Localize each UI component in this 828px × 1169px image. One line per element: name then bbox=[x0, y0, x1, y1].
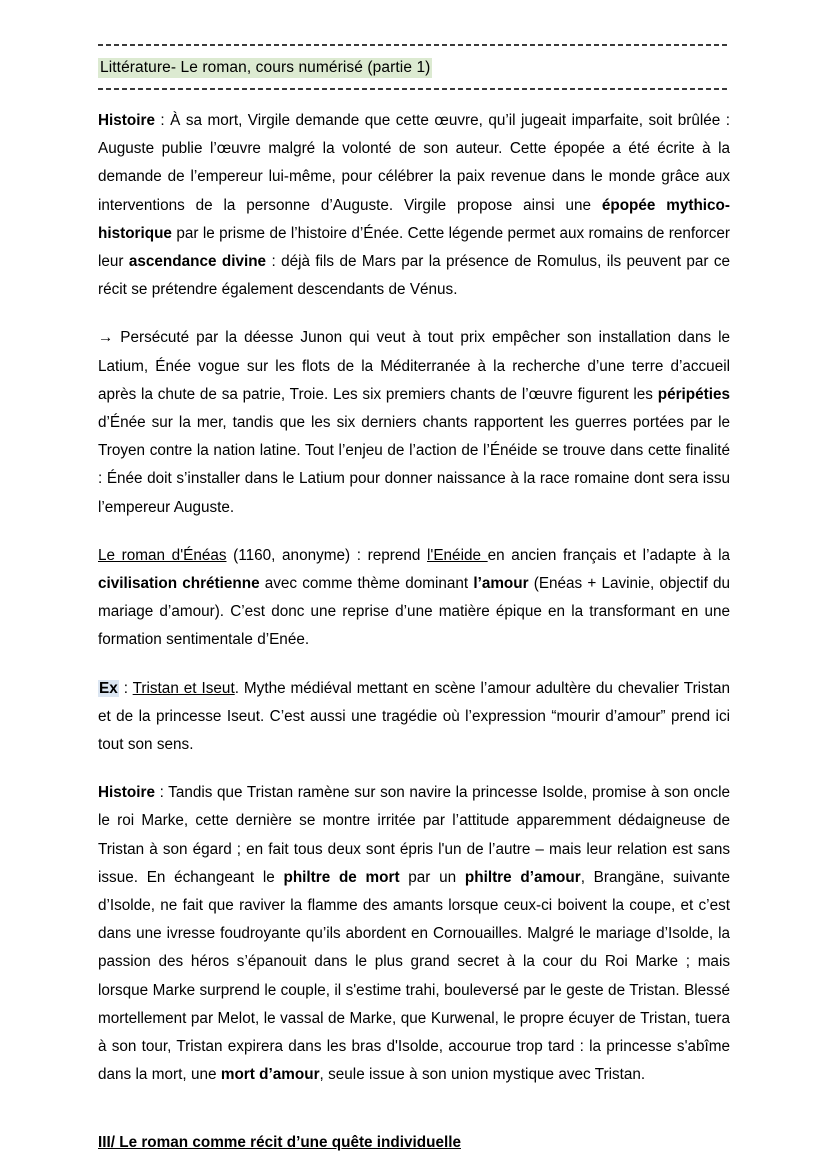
run-text: → Persécuté par la déesse Junon qui veut à tout prix empêcher son installation dans le Latium, Énée vogue sur les flots de la Méditerranée à la recherche d’une terre d’accueil après la chute de sa patrie, Troie. Les six premiers chants de l’œuvre figurent les bbox=[98, 329, 730, 403]
run-bold-histoire: Histoire bbox=[98, 784, 155, 802]
run-bold-peripeties: péripéties bbox=[657, 385, 730, 403]
paragraph-persecute-junon bbox=[98, 324, 730, 521]
run-bold-histoire: Histoire bbox=[98, 112, 155, 129]
run-text: , seule issue à son union mystique avec Tristan. bbox=[319, 1066, 646, 1084]
page-title: Littérature- Le roman, cours numérisé (partie 1) bbox=[100, 59, 431, 76]
paragraph-histoire-virgile bbox=[98, 107, 730, 304]
run-bold-philtre-mort: philtre de mort bbox=[283, 868, 400, 886]
dashed-divider-top bbox=[98, 44, 730, 46]
run-text: : déjà fils de Mars par la présence de Romulus, ils peuvent par ce récit se prétendre également descendants de Vénus. bbox=[98, 253, 730, 299]
run-text: en ancien français et l’adapte à la bbox=[487, 546, 730, 564]
document-body bbox=[98, 44, 730, 1157]
run-text: : À sa mort, Virgile demande que cette œuvre, qu’il jugeait imparfaite, soit brûlée : Auguste publie l’œuvre malgré la volonté de son auteur. Cette épopée a été écrite à la demande de l’empereur lui-même, pour célébrer la paix revenue dans le monde grâce aux interventions de la personne d’Auguste. Virgile propose ainsi une bbox=[98, 112, 730, 214]
paragraph-ex-tristan-iseut bbox=[98, 675, 730, 760]
run-text: , Brangäne, suivante d’Isolde, ne fait que raviver la flamme des amants lorsque ceux-ci boivent la coupe, et c’est dans une ivresse foudroyante qu’ils abordent en Cornouailles. Malgré le mariage d’Isolde, la passion des héros s’épanouit dans le plus grand secret à la cour du Roi Marke ; mais lorsque Marke surprend le couple, il s'estime trahi, bouleversé par le geste de Tristan. Blessé mortellement par Melot, le vassal de Marke, que Kurwenal, le propre écuyer de Tristan, tuera à son tour, Tristan expirera dans les bras d'Isolde, accourue trop tard : la princesse s'abîme dans la mort, une bbox=[98, 868, 730, 1084]
run-text: (1160, anonyme) : reprend bbox=[226, 546, 428, 564]
paragraph-histoire-tristan bbox=[98, 779, 730, 1089]
run-text: . Mythe médiéval mettant en scène l’amour adultère du chevalier Tristan et de la princesse Iseut. C’est aussi une tragédie où l’expression “mourir d’amour” prend ici tout son sens. bbox=[98, 679, 730, 754]
run-bold-amour: l’amour bbox=[473, 575, 529, 593]
paragraph-roman-eneas bbox=[98, 542, 730, 655]
section-heading-iii: III/ Le roman comme récit d’une quête individuelle bbox=[98, 1133, 461, 1151]
spacer bbox=[98, 90, 730, 107]
example-marker-badge: Ex bbox=[99, 679, 118, 697]
run-text: d’Énée sur la mer, tandis que les six derniers chants rapportent les guerres portées par le Troyen contre la nation latine. Tout l’enjeu de l’action de l’Énéide se trouve dans cette finalité : Énée doit s’installer dans le Latium pour donner naissance à la race romaine dont sera issu l’empereur Auguste. bbox=[98, 414, 730, 516]
run-underline-tristan-iseut: Tristan et Iseut bbox=[132, 679, 235, 697]
run-bold-philtre-amour: philtre d’amour bbox=[464, 868, 581, 886]
run-underline-roman-eneas: Le roman d'Énéas bbox=[98, 546, 227, 564]
run-text: : bbox=[118, 679, 133, 697]
run-bold-epopee: épopée mythico-historique bbox=[98, 196, 730, 242]
run-bold-mort-amour: mort d’amour bbox=[220, 1066, 320, 1084]
document-title-row bbox=[98, 57, 730, 78]
run-underline-eneide: l'Enéide bbox=[427, 546, 488, 564]
run-text: (Enéas + Lavinie, objectif du mariage d’amour). C’est donc une reprise d’une matière épique en la transformant en une formation sentimentale d’Enée. bbox=[98, 575, 731, 649]
run-text: : Tandis que Tristan ramène sur son navire la princesse Isolde, promise à son oncle le roi Marke, cette dernière se montre irritée par l’attitude apparemment dédaigneuse de Tristan à son égard ; en fait tous deux sont épris l'un de l’autre – mais leur relation est sans issue. En échangeant le bbox=[98, 784, 730, 886]
run-text: avec comme thème dominant bbox=[259, 575, 474, 593]
run-bold-ascendance: ascendance divine bbox=[128, 253, 267, 271]
spacer bbox=[98, 1110, 730, 1129]
run-text: par le prisme de l’histoire d’Énée. Cette légende permet aux romains de renforcer leur bbox=[98, 224, 730, 271]
run-text: par un bbox=[399, 868, 465, 886]
run-bold-civilisation: civilisation chrétienne bbox=[98, 575, 260, 593]
